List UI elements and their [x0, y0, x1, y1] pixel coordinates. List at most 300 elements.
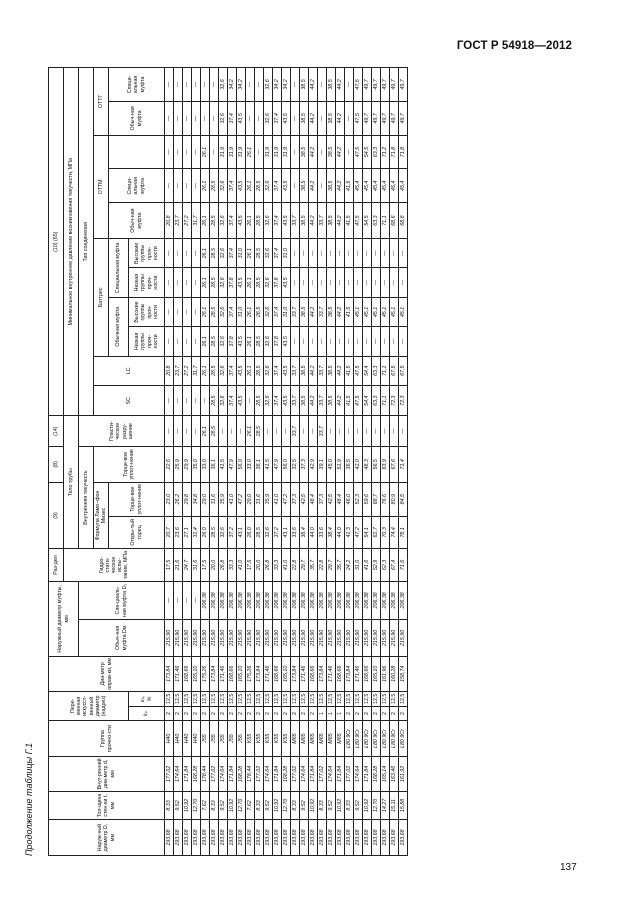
table-cell: — — [201, 385, 210, 415]
table-cell: 2 — [345, 706, 354, 720]
table-cell: 2 — [246, 706, 255, 720]
table-cell: 177,02 — [345, 757, 354, 792]
table-cell: — — [336, 416, 345, 446]
table-row — [372, 68, 381, 856]
table-cell: 37,8 — [228, 268, 237, 297]
table-cell: 67,6 — [390, 446, 399, 482]
table-cell: 47,2 — [282, 482, 291, 516]
table-cell: 33,6 — [318, 516, 327, 549]
table-cell: 47,5 — [354, 203, 363, 239]
table-cell: 12,5 — [354, 691, 363, 706]
table-cell: 28,5 — [210, 516, 219, 549]
table-cell: 35,9 — [264, 482, 273, 516]
table-cell: 78,1 — [399, 516, 408, 549]
table-cell: 44,2 — [336, 385, 345, 415]
table-cell: 206,38 — [327, 581, 336, 619]
table-cell: 2 — [291, 706, 300, 720]
table-cell: 33,7 — [318, 385, 327, 415]
table-cell: 28,5 — [255, 268, 264, 297]
table-cell: — — [354, 327, 363, 356]
table-cell: 193,68 — [237, 820, 246, 856]
table-cell: 74,4 — [390, 516, 399, 549]
table-cell: 26,2 — [174, 482, 183, 516]
table-cell: 31,0 — [282, 239, 291, 268]
table-cell: — — [183, 385, 192, 415]
table-cell: — — [255, 102, 264, 136]
table-cell: J55 — [219, 721, 228, 757]
table-cell: — — [399, 239, 408, 268]
table-cell: 33,7 — [318, 297, 327, 326]
table-cell: 34,2 — [237, 68, 246, 102]
data-table — [48, 67, 408, 856]
table-row — [318, 68, 327, 856]
table-cell: 9,52 — [174, 791, 183, 819]
table-row — [381, 68, 390, 856]
table-cell: 26,1 — [201, 135, 210, 169]
table-cell: 2 — [309, 706, 318, 720]
table-cell: 26,1 — [201, 239, 210, 268]
table-cell: 8,33 — [318, 791, 327, 819]
table-cell: 17,5 — [201, 549, 210, 582]
table-cell: 33,7 — [291, 203, 300, 239]
table-cell: M65 — [300, 721, 309, 757]
table-cell: 56,0 — [237, 446, 246, 482]
table-cell: 36,1 — [210, 446, 219, 482]
table-cell: 62,7 — [372, 516, 381, 549]
col-sc: SC — [94, 385, 165, 415]
table-cell: 37,4 — [273, 203, 282, 239]
table-cell: 26,1 — [201, 203, 210, 239]
table-cell: 215,90 — [390, 619, 399, 656]
table-cell: 56,5 — [372, 446, 381, 482]
table-cell: 52,9 — [372, 549, 381, 582]
table-cell: 165,10 — [372, 656, 381, 691]
table-cell: 21,6 — [174, 549, 183, 582]
table-cell: 28,5 — [210, 297, 219, 326]
table-cell: 41,5 — [219, 446, 228, 482]
col-end-seal-2: Торце-вое уплот-нение — [94, 446, 165, 482]
table-row — [345, 68, 354, 856]
table-cell: — — [381, 327, 390, 356]
table-cell: 38,5 — [327, 169, 336, 203]
col-hydrotest: Гидро-стати-ческое испы-тание, МПа — [64, 549, 165, 582]
table-cell: 26,0 — [201, 516, 210, 549]
table-cell: 215,90 — [354, 619, 363, 656]
table-cell: — — [282, 416, 291, 446]
table-cell: — — [201, 68, 210, 102]
table-cell: 31,6 — [255, 482, 264, 516]
table-cell: 2 — [165, 706, 174, 720]
table-cell: 12,5 — [237, 691, 246, 706]
col-outer-diameter: Наруж-ный диаметр D, мм — [49, 820, 165, 856]
min-pressure-header: Минимальное внутреннее давление возникновения текучести, МПа — [64, 68, 79, 416]
table-cell: 23,6 — [174, 516, 183, 549]
table-cell: 32,6 — [264, 327, 273, 356]
table-cell: 168,66 — [228, 656, 237, 691]
table-cell: 12,5 — [165, 691, 174, 706]
table-cell: 171,84 — [183, 757, 192, 792]
col-kp: kₚ — [129, 706, 165, 720]
table-cell: 33,7 — [318, 356, 327, 385]
table-cell: 26,1 — [201, 297, 210, 326]
table-cell: — — [318, 268, 327, 297]
table-cell: 33,6 — [291, 516, 300, 549]
table-cell: 33,0 — [201, 446, 210, 482]
table-cell: J55 — [228, 721, 237, 757]
table-cell: 47,5 — [354, 135, 363, 169]
table-cell: 12,5 — [246, 691, 255, 706]
table-cell: — — [309, 416, 318, 446]
table-cell: — — [174, 268, 183, 297]
table-cell: 12,5 — [183, 691, 192, 706]
table-cell: 193,68 — [255, 820, 264, 856]
table-cell: 2 — [201, 706, 210, 720]
table-cell: — — [399, 416, 408, 446]
table-cell: 45,0 — [327, 446, 336, 482]
table-cell: 37,4 — [273, 169, 282, 203]
table-cell: 32,6 — [219, 385, 228, 415]
table-cell: 10,92 — [336, 791, 345, 819]
otm-header: ОТТМ — [94, 135, 109, 238]
table-cell: 29,8 — [183, 482, 192, 516]
table-row — [273, 68, 282, 856]
table-cell: 43,1 — [237, 516, 246, 549]
table-cell: 45,1 — [381, 297, 390, 326]
table-cell: 23,7 — [174, 203, 183, 239]
table-cell: — — [291, 239, 300, 268]
table-cell: 177,02 — [255, 757, 264, 792]
table-cell: 34,8 — [192, 482, 201, 516]
col-otm-special: Специ-альная муфта — [109, 169, 165, 203]
table-cell: 41,0 — [273, 482, 282, 516]
table-cell: 45,1 — [363, 297, 372, 326]
table-cell: — — [327, 327, 336, 356]
col-ott-special: Специ-альная муфта — [109, 68, 165, 102]
table-cell: 31,7 — [192, 356, 201, 385]
table-cell: 63,3 — [372, 203, 381, 239]
table-cell: — — [165, 581, 174, 619]
table-cell: L80 9Cr — [381, 721, 390, 757]
table-cell: — — [291, 68, 300, 102]
table-cell: 173,84 — [255, 656, 264, 691]
table-cell: 33,7 — [291, 356, 300, 385]
table-cell: — — [363, 327, 372, 356]
table-cell: 12,5 — [345, 691, 354, 706]
table-cell: 37,3 — [318, 482, 327, 516]
table-cell: 37,4 — [228, 102, 237, 136]
table-cell: 193,68 — [273, 820, 282, 856]
table-cell: 215,90 — [309, 619, 318, 656]
table-cell: — — [165, 327, 174, 356]
standard-header: ГОСТ Р 54918—2012 — [456, 40, 572, 52]
table-cell: — — [399, 327, 408, 356]
table-cell: 49,7 — [372, 68, 381, 102]
connection-type-header: Тип соединения — [79, 68, 94, 416]
table-cell: 2 — [264, 706, 273, 720]
table-cell: 43,5 — [237, 356, 246, 385]
table-cell: — — [336, 268, 345, 297]
table-cell: 33,7 — [291, 297, 300, 326]
table-cell: — — [399, 268, 408, 297]
table-cell: 206,38 — [210, 581, 219, 619]
table-row — [264, 68, 273, 856]
table-cell: 71,6 — [399, 549, 408, 582]
table-cell: — — [300, 268, 309, 297]
table-cell: 44,2 — [309, 203, 318, 239]
table-cell: — — [165, 385, 174, 415]
table-cell: 1 — [327, 706, 336, 720]
table-cell: 177,02 — [291, 757, 300, 792]
ott-header: ОТТГ — [94, 68, 109, 136]
table-cell: J55 — [237, 721, 246, 757]
table-cell: 31,6 — [210, 482, 219, 516]
table-cell: 49,7 — [363, 102, 372, 136]
table-cell: 215,90 — [255, 619, 264, 656]
table-cell: 27,1 — [183, 516, 192, 549]
table-cell: 20,0 — [255, 549, 264, 582]
table-row — [291, 68, 300, 856]
table-cell: 38,5 — [327, 203, 336, 239]
table-cell: — — [210, 68, 219, 102]
table-cell: — — [291, 327, 300, 356]
table-cell: 2 — [219, 706, 228, 720]
table-cell: 67,5 — [390, 356, 399, 385]
table-cell: 37,4 — [228, 356, 237, 385]
table-cell: 12,5 — [228, 691, 237, 706]
table-cell: 8,33 — [165, 791, 174, 819]
table-cell: 215,90 — [210, 619, 219, 656]
table-cell: 193,68 — [381, 820, 390, 856]
table-cell: — — [165, 169, 174, 203]
table-cell: 31,4 — [192, 516, 201, 549]
table-cell: 41,0 — [228, 482, 237, 516]
table-cell: 215,90 — [201, 619, 210, 656]
table-cell: — — [246, 385, 255, 415]
table-cell: — — [300, 239, 309, 268]
table-cell: 206,38 — [309, 581, 318, 619]
table-cell: — — [174, 102, 183, 136]
table-cell: — — [255, 135, 264, 169]
table-cell: 26,1 — [201, 356, 210, 385]
table-cell: 49,7 — [363, 68, 372, 102]
table-cell: 26,1 — [246, 356, 255, 385]
table-cell: 38,5 — [300, 68, 309, 102]
table-cell: 44,2 — [309, 68, 318, 102]
table-cell: 206,38 — [255, 581, 264, 619]
table-cell: 193,68 — [318, 820, 327, 856]
table-cell: 31,9 — [219, 135, 228, 169]
table-cell: — — [174, 297, 183, 326]
col-plastic-collapse: Пласти-ческое разру-шение — [79, 416, 165, 446]
table-row — [219, 68, 228, 856]
table-cell: 9,52 — [300, 791, 309, 819]
table-cell: 10,92 — [228, 791, 237, 819]
table-row — [237, 68, 246, 856]
table-cell: 28,5 — [255, 385, 264, 415]
table-cell: — — [291, 169, 300, 203]
table-cell: — — [165, 102, 174, 136]
buttress-header: Баттрес — [94, 239, 109, 357]
table-cell: 71,4 — [399, 446, 408, 482]
table-cell: K55 — [273, 721, 282, 757]
table-cell: 28,5 — [255, 356, 264, 385]
table-cell: 71,8 — [390, 135, 399, 169]
table-cell: 43,5 — [237, 268, 246, 297]
table-cell: — — [210, 102, 219, 136]
col-ott-regular: Обыч-ная муфта — [109, 102, 165, 136]
table-cell: 173,84 — [210, 656, 219, 691]
table-cell: 33,3 — [228, 549, 237, 582]
table-cell: 215,90 — [174, 619, 183, 656]
table-cell: — — [318, 102, 327, 136]
col-mandrel: Диа-метр оправ-ки, мм — [49, 656, 165, 691]
buttress-regular-header: Обычная муфта — [109, 297, 129, 356]
table-cell: 193,68 — [309, 820, 318, 856]
table-cell: 32,6 — [219, 327, 228, 356]
table-cell: 165,10 — [282, 656, 291, 691]
table-cell: — — [354, 416, 363, 446]
table-cell: 215,90 — [327, 619, 336, 656]
table-cell: 38,5 — [327, 135, 336, 169]
table-cell: 41,5 — [345, 297, 354, 326]
table-cell: 26,1 — [246, 416, 255, 446]
table-cell: 31,9 — [228, 135, 237, 169]
col-lc: LC — [94, 356, 165, 385]
table-cell: K55 — [264, 721, 273, 757]
table-cell: 32,6 — [219, 68, 228, 102]
table-cell: 206,38 — [399, 581, 408, 619]
table-cell: 45,1 — [399, 297, 408, 326]
pipe-body-header: Тело трубы — [64, 416, 79, 549]
table-cell: — — [174, 416, 183, 446]
table-row — [399, 68, 408, 856]
table-cell: — — [210, 135, 219, 169]
table-cell: 35,9 — [219, 482, 228, 516]
table-cell: — — [273, 416, 282, 446]
table-cell: 193,68 — [300, 820, 309, 856]
table-cell: 49,7 — [372, 102, 381, 136]
table-cell: 56,0 — [282, 446, 291, 482]
table-cell: 206,38 — [273, 581, 282, 619]
table-row — [210, 68, 219, 856]
table-cell: 215,90 — [165, 619, 174, 656]
table-cell: 171,84 — [336, 757, 345, 792]
table-cell: 12,5 — [255, 691, 264, 706]
table-cell: 38,4 — [327, 516, 336, 549]
table-cell: 26,1 — [246, 169, 255, 203]
table-cell: 38,5 — [300, 169, 309, 203]
table-cell: 31,0 — [354, 549, 363, 582]
table-cell: — — [174, 169, 183, 203]
table-cell: 37,8 — [228, 327, 237, 356]
table-cell: 171,46 — [327, 656, 336, 691]
table-cell: 44,2 — [336, 135, 345, 169]
col-wall-thickness: Тол-щина стен-ки t, мм — [49, 791, 165, 819]
table-cell: 31,0 — [237, 239, 246, 268]
table-cell: — — [336, 239, 345, 268]
table-cell: 32,6 — [264, 385, 273, 415]
table-cell: 29,7 — [327, 549, 336, 582]
table-cell: — — [318, 239, 327, 268]
table-cell: 8,33 — [255, 791, 264, 819]
table-cell: 206,38 — [336, 581, 345, 619]
table-cell: 206,38 — [354, 581, 363, 619]
table-cell: 38,5 — [327, 356, 336, 385]
table-cell: 37,8 — [273, 327, 282, 356]
table-cell: 26,8 — [219, 549, 228, 582]
table-cell: 43,5 — [237, 327, 246, 356]
table-cell: 38,5 — [327, 385, 336, 415]
table-cell: — — [372, 268, 381, 297]
table-row — [246, 68, 255, 856]
table-cell: 161,92 — [399, 757, 408, 792]
table-cell: 12,70 — [372, 791, 381, 819]
table-cell: 17,5 — [246, 549, 255, 582]
table-cell: 215,90 — [372, 619, 381, 656]
table-cell: 171,46 — [219, 656, 228, 691]
table-cell: 177,02 — [210, 757, 219, 792]
table-cell: 37,3 — [291, 482, 300, 516]
table-cell: 26,1 — [246, 297, 255, 326]
table-cell: 171,84 — [363, 757, 372, 792]
table-cell: 37,4 — [273, 385, 282, 415]
table-cell: 46,0 — [345, 482, 354, 516]
table-cell: H40 — [183, 721, 192, 757]
table-cell: 168,66 — [309, 656, 318, 691]
table-cell: 27,2 — [183, 203, 192, 239]
table-cell: 12,70 — [192, 791, 201, 819]
table-cell: 28,5 — [210, 203, 219, 239]
table-cell: 206,38 — [300, 581, 309, 619]
table-cell: 215,90 — [192, 619, 201, 656]
table-cell: — — [264, 416, 273, 446]
table-cell: — — [390, 239, 399, 268]
table-cell: — — [165, 297, 174, 326]
table-cell: 8,33 — [291, 791, 300, 819]
table-cell: 2 — [381, 706, 390, 720]
table-cell: 48,4 — [309, 482, 318, 516]
table-cell: — — [228, 416, 237, 446]
col-ep: eₚ, % — [129, 691, 165, 706]
table-cell: 168,66 — [336, 656, 345, 691]
table-cell: 15,11 — [390, 791, 399, 819]
table-cell: 193,68 — [183, 820, 192, 856]
table-cell: 43,5 — [237, 169, 246, 203]
table-cell: — — [363, 239, 372, 268]
table-cell: 32,6 — [264, 356, 273, 385]
table-cell: 76,6 — [381, 482, 390, 516]
table-row — [390, 68, 399, 856]
col-strength-group: Группа прочно-сти — [49, 721, 165, 757]
table-cell: 17,5 — [165, 549, 174, 582]
table-cell: — — [165, 416, 174, 446]
table-cell: 38,5 — [327, 297, 336, 326]
table-cell: 47,2 — [237, 482, 246, 516]
table-cell: 168,28 — [282, 757, 291, 792]
table-cell: — — [183, 327, 192, 356]
table-cell: 173,84 — [345, 656, 354, 691]
table-cell: 32,6 — [219, 102, 228, 136]
table-cell: 7,62 — [246, 791, 255, 819]
table-cell: 45,1 — [390, 297, 399, 326]
table-row — [363, 68, 372, 856]
table-cell: 42,0 — [354, 446, 363, 482]
lame-formula-header: Формула Ламе–фон Мизес — [94, 482, 109, 548]
table-cell: 37,3 — [300, 446, 309, 482]
table-cell: 28,5 — [255, 297, 264, 326]
table-cell: 47,5 — [354, 385, 363, 415]
table-row — [174, 68, 183, 856]
